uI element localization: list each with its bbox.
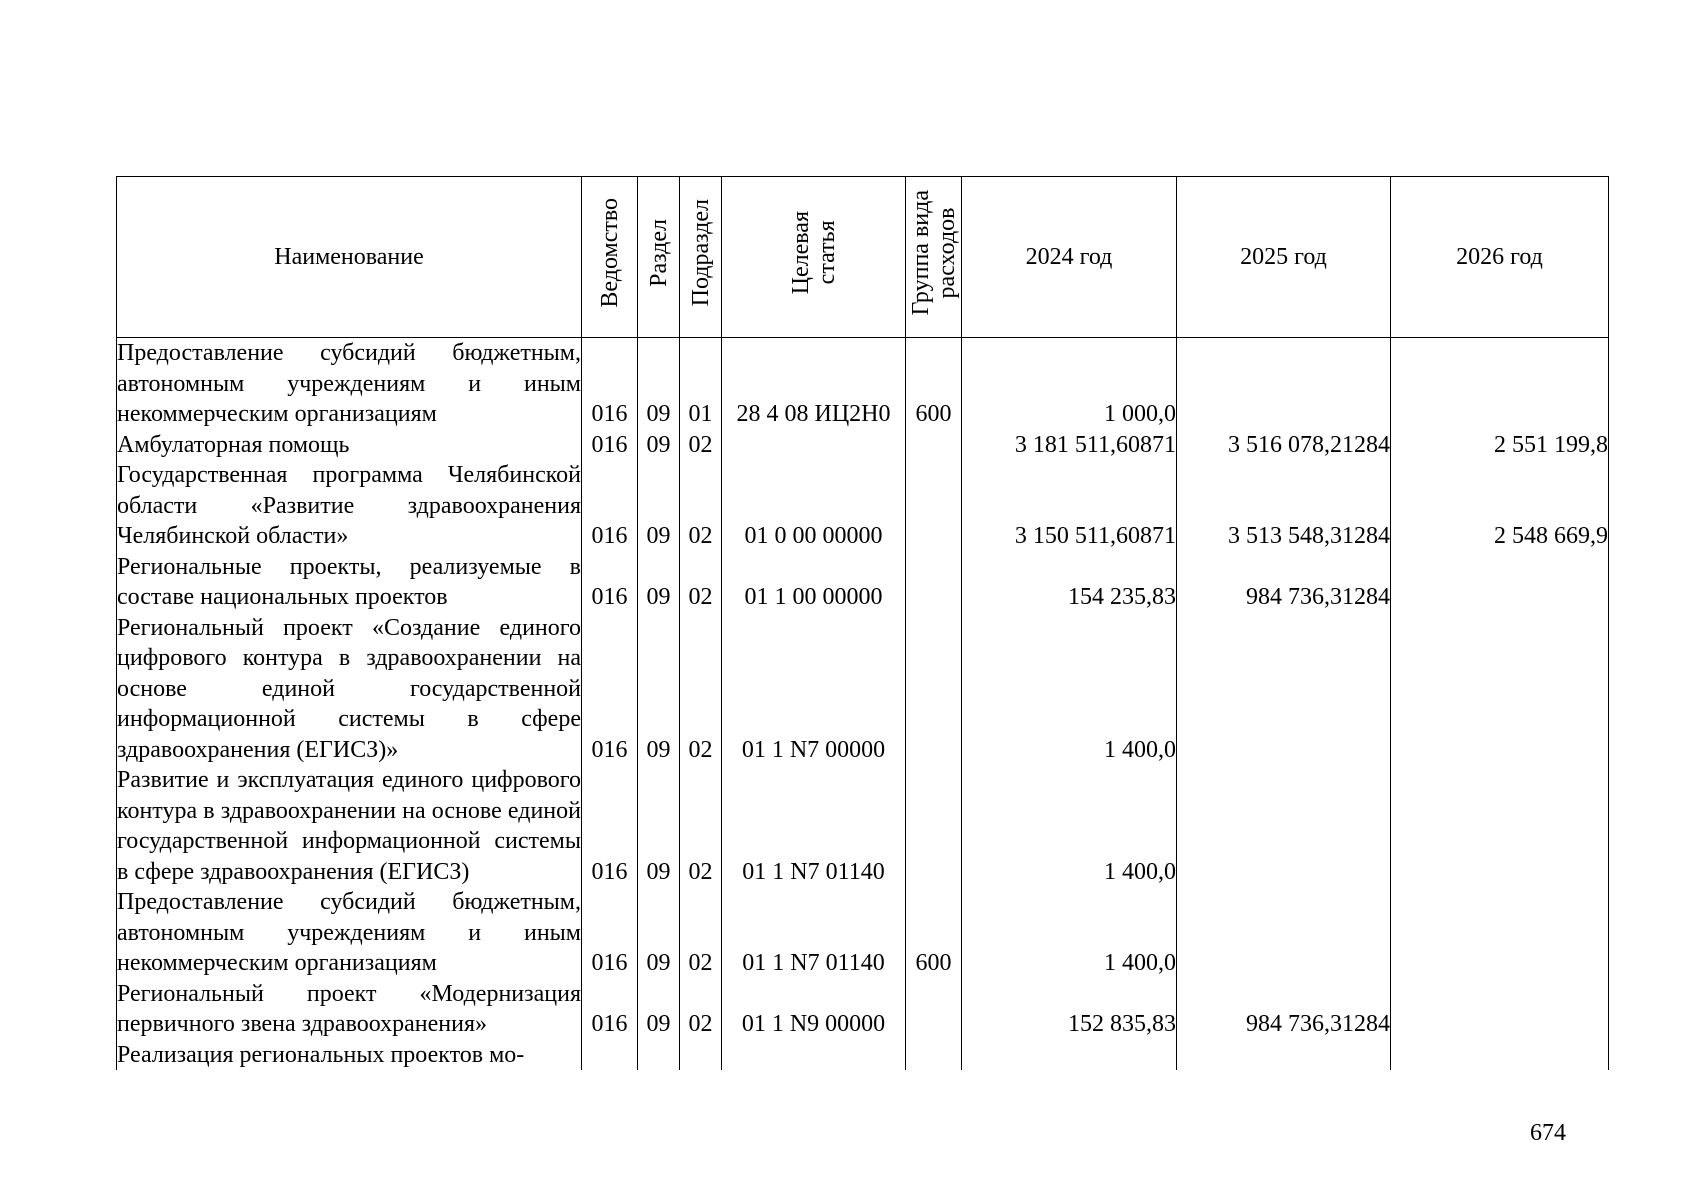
cell-group [906, 1040, 962, 1071]
cell-subsection: 02 [680, 765, 722, 887]
cell-2026 [1391, 1040, 1609, 1071]
cell-group [906, 430, 962, 461]
header-dept: Ведомство [582, 177, 638, 338]
cell-2026 [1391, 765, 1609, 887]
table-body [117, 338, 1609, 1071]
cell-group: 600 [906, 887, 962, 979]
cell-group: 600 [906, 338, 962, 430]
cell-target: 01 1 N7 01140 [722, 765, 906, 887]
cell-2024: 1 400,0 [962, 765, 1177, 887]
header-2026: 2026 год [1391, 177, 1609, 338]
cell-2025 [1177, 1040, 1391, 1071]
cell-group [906, 765, 962, 887]
cell-name: Региональный проект «Модернизация первичного звена здравоохранения» [117, 979, 582, 1040]
cell-group [906, 552, 962, 613]
cell-2024: 1 000,0 [962, 338, 1177, 430]
cell-target [722, 1040, 906, 1071]
table-row [117, 1040, 1609, 1071]
cell-name: Предоставление субсидий бюджетным, автономным учреждениям и иным некоммерческим организациям [117, 887, 582, 979]
table-row [117, 887, 1609, 979]
cell-name: Региональные проекты, реализуемые в составе национальных проектов [117, 552, 582, 613]
cell-section: 09 [638, 613, 680, 766]
cell-target: 01 1 N7 01140 [722, 887, 906, 979]
header-2025: 2025 год [1177, 177, 1391, 338]
header-group: Группа вида расходов [906, 177, 962, 338]
cell-2024: 1 400,0 [962, 613, 1177, 766]
table-header-row [117, 177, 1609, 338]
header-subsection: Подраздел [680, 177, 722, 338]
cell-2026: 2 551 199,8 [1391, 430, 1609, 461]
cell-2025: 3 516 078,21284 [1177, 430, 1391, 461]
cell-subsection: 02 [680, 887, 722, 979]
header-name: Наименование [117, 177, 582, 338]
cell-2026 [1391, 338, 1609, 430]
cell-dept: 016 [582, 552, 638, 613]
table-row [117, 460, 1609, 552]
cell-dept [582, 1040, 638, 1071]
cell-2025: 984 736,31284 [1177, 979, 1391, 1040]
cell-subsection: 02 [680, 430, 722, 461]
cell-group [906, 460, 962, 552]
cell-2025 [1177, 613, 1391, 766]
cell-section: 09 [638, 430, 680, 461]
cell-subsection: 02 [680, 613, 722, 766]
cell-2025: 984 736,31284 [1177, 552, 1391, 613]
cell-2026 [1391, 979, 1609, 1040]
cell-2024: 3 150 511,60871 [962, 460, 1177, 552]
cell-target: 01 1 N7 00000 [722, 613, 906, 766]
cell-name: Предоставление субсидий бюджетным, автономным учреждениям и иным некоммерческим организациям [117, 338, 582, 430]
table-row [117, 765, 1609, 887]
header-target: Целевая статья [722, 177, 906, 338]
cell-2024: 3 181 511,60871 [962, 430, 1177, 461]
cell-2024: 1 400,0 [962, 887, 1177, 979]
cell-target [722, 430, 906, 461]
cell-dept: 016 [582, 460, 638, 552]
cell-subsection: 02 [680, 552, 722, 613]
table-row [117, 552, 1609, 613]
cell-section: 09 [638, 338, 680, 430]
cell-subsection: 01 [680, 338, 722, 430]
page-number: 674 [1530, 1120, 1566, 1146]
cell-name: Реализация региональных проектов мо- [117, 1040, 582, 1071]
table-row [117, 613, 1609, 766]
cell-target: 01 0 00 00000 [722, 460, 906, 552]
cell-name: Государственная программа Челябинской области «Развитие здравоохранения Челябинской области» [117, 460, 582, 552]
cell-2025 [1177, 765, 1391, 887]
cell-target: 28 4 08 ИЦ2Н0 [722, 338, 906, 430]
cell-name: Амбулаторная помощь [117, 430, 582, 461]
cell-subsection: 02 [680, 979, 722, 1040]
cell-section: 09 [638, 765, 680, 887]
cell-section: 09 [638, 979, 680, 1040]
cell-dept: 016 [582, 979, 638, 1040]
cell-subsection [680, 1040, 722, 1071]
cell-section: 09 [638, 460, 680, 552]
cell-2026 [1391, 613, 1609, 766]
header-section: Раздел [638, 177, 680, 338]
cell-2025 [1177, 887, 1391, 979]
cell-2026: 2 548 669,9 [1391, 460, 1609, 552]
table-row [117, 338, 1609, 430]
cell-dept: 016 [582, 430, 638, 461]
cell-2026 [1391, 552, 1609, 613]
cell-2025: 3 513 548,31284 [1177, 460, 1391, 552]
cell-group [906, 613, 962, 766]
cell-name: Региональный проект «Создание единого цифрового контура в здравоохранении на основе единой государственной информационной системы в сфере здравоохранения (ЕГИСЗ)» [117, 613, 582, 766]
cell-dept: 016 [582, 613, 638, 766]
cell-2024: 152 835,83 [962, 979, 1177, 1040]
header-2024: 2024 год [962, 177, 1177, 338]
cell-2026 [1391, 887, 1609, 979]
cell-name: Развитие и эксплуатация единого цифрового контура в здравоохранении на основе единой государственной информационной системы в сфере здравоохранения (ЕГИСЗ) [117, 765, 582, 887]
cell-dept: 016 [582, 887, 638, 979]
cell-target: 01 1 N9 00000 [722, 979, 906, 1040]
cell-2025 [1177, 338, 1391, 430]
table-row [117, 979, 1609, 1040]
cell-section: 09 [638, 887, 680, 979]
cell-dept: 016 [582, 765, 638, 887]
cell-group [906, 979, 962, 1040]
cell-section [638, 1040, 680, 1071]
cell-2024: 154 235,83 [962, 552, 1177, 613]
table-row [117, 430, 1609, 461]
cell-2024 [962, 1040, 1177, 1071]
cell-subsection: 02 [680, 460, 722, 552]
budget-table [116, 176, 1609, 1070]
cell-dept: 016 [582, 338, 638, 430]
cell-section: 09 [638, 552, 680, 613]
cell-target: 01 1 00 00000 [722, 552, 906, 613]
